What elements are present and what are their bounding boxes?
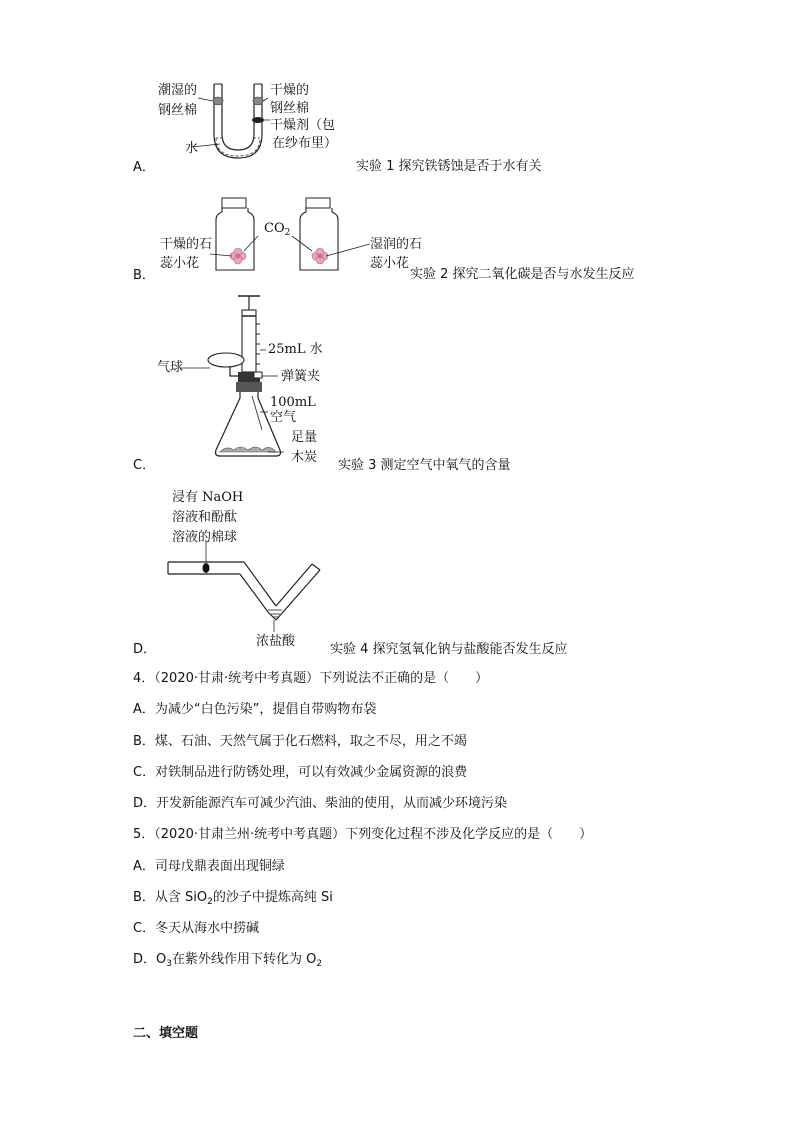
q4-option-c: C．对铁制品进行防锈处理，可以有效减少金属资源的浪费 <box>133 765 468 780</box>
label-enough: 足量 <box>291 430 318 445</box>
label-clamp: 弹簧夹 <box>281 369 321 384</box>
q4-stem: 4．（2020·甘肃·统考中考真题）下列说法不正确的是（ ） <box>133 671 489 686</box>
label-wet-flower-2: 蕊小花 <box>370 256 410 271</box>
label-wet-wool-1: 潮湿的 <box>158 83 198 98</box>
label-dry-flower-2: 蕊小花 <box>160 256 200 271</box>
label-desiccant-2: 在纱布里） <box>272 136 338 151</box>
section-title: 二、填空题 <box>133 1026 199 1041</box>
q5-option-a: A．司母戊鼎表面出现铜绿 <box>133 859 285 874</box>
label-desiccant-1: 干燥剂（包 <box>270 118 336 133</box>
option-b-letter: B． <box>133 268 155 283</box>
q4-option-d: D．开发新能源汽车可减少汽油、柴油的使用，从而减少环境污染 <box>133 796 508 811</box>
q5-option-b: B．从含 SiO$_2$的沙子中提炼高纯 Si <box>133 890 333 907</box>
label-concentrated-hcl: 浓盐酸 <box>256 634 296 649</box>
option-c-caption: 实验 3 测定空气中氧气的含量 <box>338 458 511 473</box>
q4-option-b: B．煤、石油、天然气属于化石燃料，取之不尽，用之不竭 <box>133 734 467 749</box>
option-a-caption: 实验 1 探究铁锈蚀是否于水有关 <box>356 159 542 174</box>
label-naoh-1: 浸有 NaOH <box>172 490 244 505</box>
label-naoh-3: 溶液的棉球 <box>172 530 238 545</box>
q5-stem: 5．（2020·甘肃兰州·统考中考真题）下列变化过程不涉及化学反应的是（ ） <box>133 827 593 842</box>
v-tube-diagram <box>160 540 340 640</box>
label-flask-volume: 100mL <box>270 395 316 410</box>
label-dry-wool-2: 钢丝棉 <box>270 101 310 116</box>
label-balloon: 气球 <box>157 360 184 375</box>
option-d-letter: D． <box>133 642 157 657</box>
label-wet-flower-1: 湿润的石 <box>370 237 423 252</box>
label-naoh-2: 溶液和酚酞 <box>172 510 238 525</box>
q5-option-c: C．冬天从海水中捞碱 <box>133 921 260 936</box>
option-a-letter: A． <box>133 160 155 175</box>
q5-option-d: D．$O_3$在紫外线作用下转化为 $O_2$ <box>133 952 323 969</box>
label-dry-flower-1: 干燥的石 <box>160 237 213 252</box>
option-b-caption: 实验 2 探究二氧化碳是否与水发生反应 <box>410 267 635 282</box>
label-air: 空气 <box>270 410 297 425</box>
label-dry-wool-1: 干燥的 <box>270 83 310 98</box>
q4-option-a: A．为减少“白色污染”，提倡自带购物布袋 <box>133 702 377 717</box>
label-wet-wool-2: 钢丝棉 <box>158 103 198 118</box>
option-d-caption: 实验 4 探究氢氧化钠与盐酸能否发生反应 <box>330 642 568 657</box>
wet-litmus-flower <box>312 248 328 264</box>
label-charcoal: 木炭 <box>291 450 318 465</box>
option-c-letter: C． <box>133 458 156 473</box>
label-co2: $CO_2$ <box>264 221 291 238</box>
label-water: 水 <box>185 141 199 156</box>
dry-litmus-flower <box>230 248 246 264</box>
label-water-volume: 25mL 水 <box>268 342 323 357</box>
